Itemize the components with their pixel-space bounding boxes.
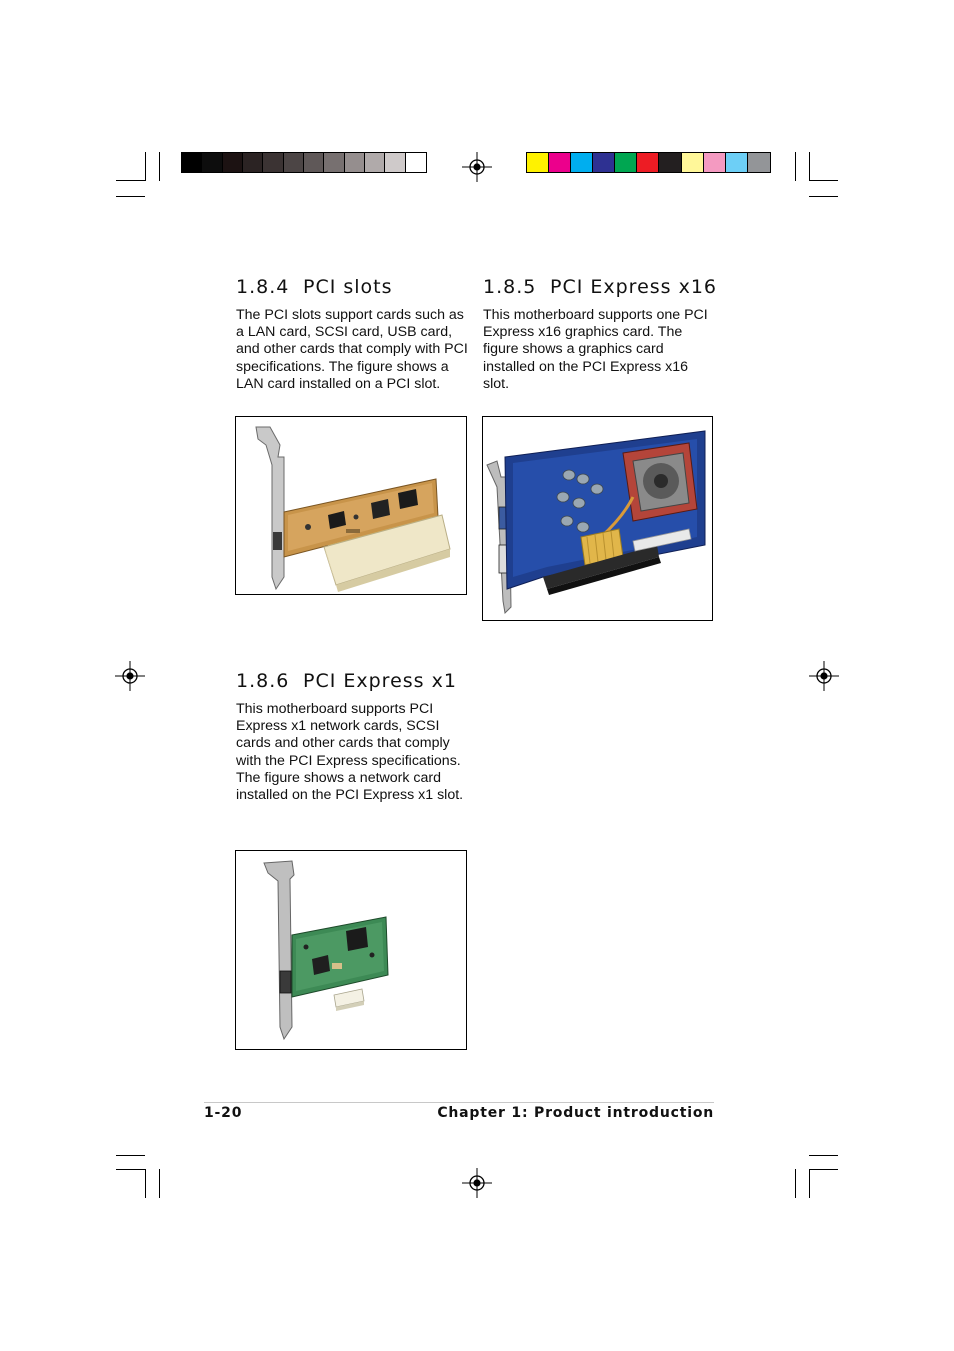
figure-pcie-x1-network-card: [235, 850, 467, 1050]
color-swatch: [243, 153, 263, 172]
color-swatch: [324, 153, 344, 172]
color-swatch: [682, 153, 704, 172]
color-swatch: [263, 153, 283, 172]
crop-mark: [809, 1155, 838, 1156]
gray-calibration-bar: [181, 152, 427, 173]
color-calibration-bar: [526, 152, 771, 173]
color-swatch: [593, 153, 615, 172]
color-swatch: [726, 153, 748, 172]
section-heading-pcie-x16: [483, 276, 717, 298]
crop-mark: [809, 1169, 838, 1170]
graphics-card-illustration: [483, 417, 713, 621]
crop-mark: [159, 152, 160, 181]
crop-mark: [795, 1169, 796, 1198]
section-title: PCI Express x1: [303, 670, 457, 692]
color-swatch: [571, 153, 593, 172]
network-card-illustration: [236, 851, 467, 1050]
color-swatch: [182, 153, 202, 172]
color-swatch: [202, 153, 222, 172]
color-swatch: [406, 153, 426, 172]
crop-mark: [809, 152, 810, 181]
color-swatch: [223, 153, 243, 172]
chapter-title: Chapter 1: Product introduction: [437, 1105, 714, 1121]
color-swatch: [345, 153, 365, 172]
color-swatch: [659, 153, 681, 172]
color-swatch: [385, 153, 405, 172]
color-swatch: [748, 153, 770, 172]
color-swatch: [615, 153, 637, 172]
registration-target-icon: [462, 1168, 492, 1198]
color-swatch: [637, 153, 659, 172]
crop-mark: [116, 1155, 145, 1156]
figure-pcie-x16-graphics-card: [482, 416, 713, 621]
crop-mark: [809, 180, 838, 181]
crop-mark: [116, 1169, 145, 1170]
section-number: 1.8.6: [236, 670, 290, 692]
section-title: PCI Express x16: [550, 276, 718, 298]
color-swatch: [704, 153, 726, 172]
crop-mark: [145, 1169, 146, 1198]
footer-rule: [204, 1102, 714, 1103]
color-swatch: [527, 153, 549, 172]
section-number: 1.8.4: [236, 276, 290, 298]
registration-target-icon: [809, 661, 839, 691]
crop-mark: [809, 196, 838, 197]
crop-mark: [116, 180, 145, 181]
crop-mark: [159, 1169, 160, 1198]
pci-lan-card-illustration: [236, 417, 467, 595]
section-heading-pci-slots: [236, 276, 393, 298]
crop-mark: [145, 152, 146, 181]
registration-target-icon: [115, 661, 145, 691]
section-body-pci-slots: The PCI slots support cards such as a LAN card, SCSI card, USB card, and other cards that comply with PCI specifications. The figure shows a LAN card installed on a PCI slot.: [236, 307, 468, 392]
section-body-pcie-x16: This motherboard supports one PCI Express x16 graphics card. The figure shows a graphics card installed on the PCI Express x16 slot.: [483, 307, 708, 392]
section-body-pcie-x1: This motherboard supports PCI Express x1 network cards, SCSI cards and other cards that comply with the PCI Express specifications. The figure shows a network card installed on the PCI Express x1 slot.: [236, 701, 464, 804]
crop-mark: [795, 152, 796, 181]
crop-mark: [809, 1169, 810, 1198]
crop-mark: [116, 196, 145, 197]
color-swatch: [304, 153, 324, 172]
figure-pci-lan-card: [235, 416, 467, 595]
section-heading-pcie-x1: [236, 670, 457, 692]
color-swatch: [284, 153, 304, 172]
color-swatch: [365, 153, 385, 172]
section-number: 1.8.5: [483, 276, 537, 298]
color-swatch: [549, 153, 571, 172]
section-title: PCI slots: [303, 276, 393, 298]
registration-target-icon: [462, 152, 492, 182]
page-number: 1-20: [204, 1105, 243, 1121]
